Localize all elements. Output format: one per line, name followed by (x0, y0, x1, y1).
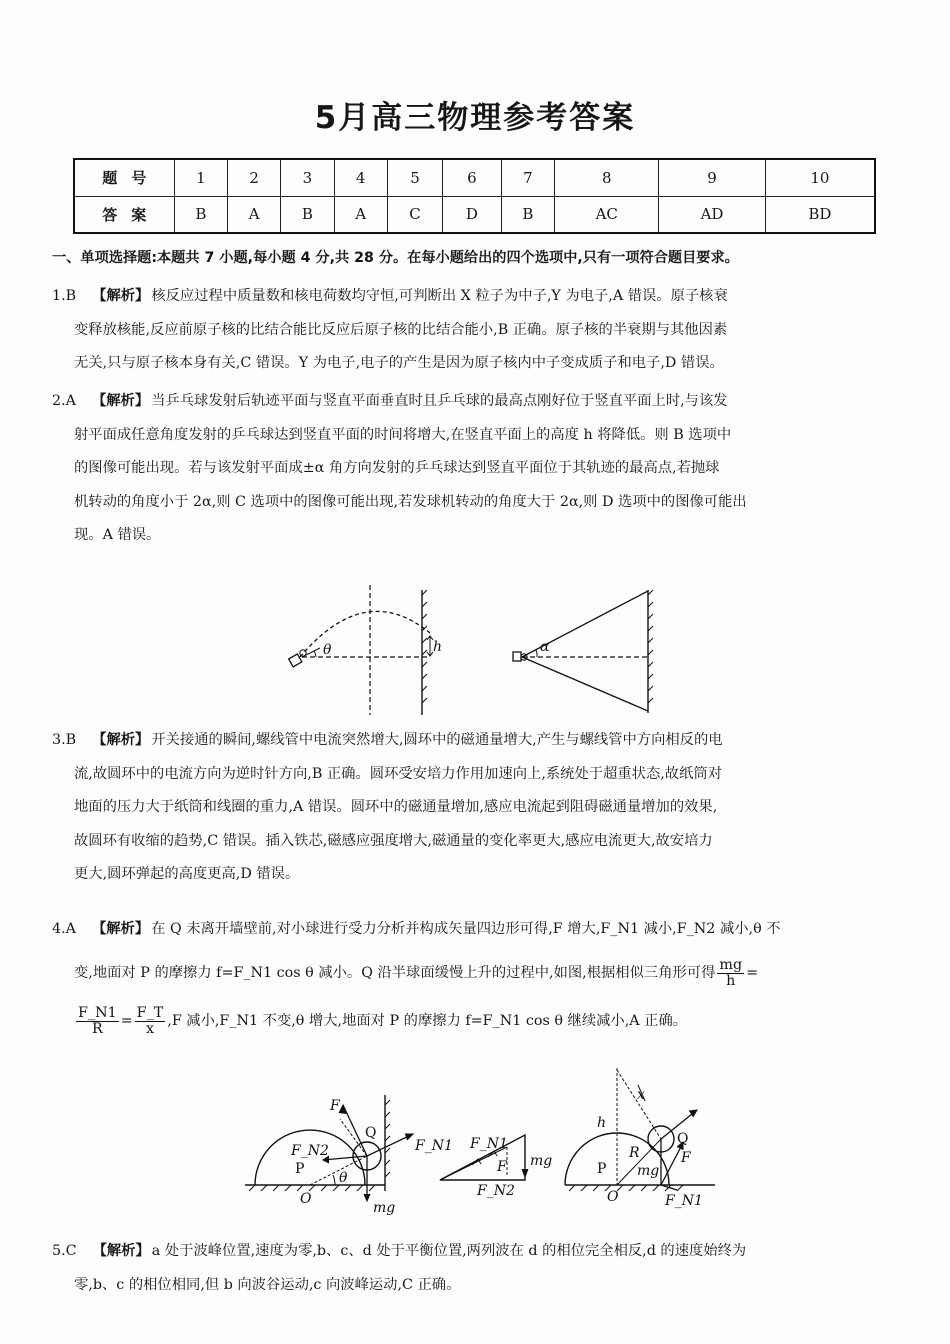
table-cell: B (501, 196, 555, 233)
label-mg: mg (637, 1163, 660, 1179)
label-h: h (597, 1115, 607, 1131)
rope-line (617, 1070, 661, 1139)
analysis-tag: 【解析】 (91, 393, 150, 409)
fraction-fn1-r: $\frac{F\_N1}{R}$ (78, 1004, 117, 1037)
text-line: 的图像可能出现。若与该发射平面成±α 角方向发射的乒乓球达到竖直平面位于其轨迹的最高点,若抛球 (74, 460, 720, 476)
table-cell: D (443, 196, 501, 233)
table-cell: 4 (334, 159, 387, 196)
table-cell: BD (765, 196, 875, 233)
table-cell: 6 (443, 159, 501, 196)
label-mg: mg (373, 1200, 396, 1216)
table-cell: 9 (659, 159, 766, 196)
text-line: a 处于波峰位置,速度为零,b、c、d 处于平衡位置,两列波在 d 的相位完全相反,d 的速度始终为 (151, 1243, 747, 1259)
arrowhead (522, 1169, 528, 1177)
wall-hatch (385, 1100, 390, 1177)
arrowhead (405, 1134, 413, 1140)
question-2-explanation (52, 385, 898, 553)
table-row-numbers (74, 159, 875, 196)
text-line: 在 Q 未离开墙壁前,对小球进行受力分析并构成矢量四边形可得,F 增大,F_N1 减小,F_N2 减小,θ 不 (151, 921, 781, 937)
section-heading: 一、单项选择题:本题共 7 小题,每小题 4 分,共 28 分。在每小题给出的四个选项中,只有一项符合题目要求。 (52, 250, 739, 266)
text-line: 零,b、c 的相位相同,但 b 向波谷运动,c 向波峰运动,C 正确。 (74, 1276, 461, 1293)
table-cell: 8 (555, 159, 659, 196)
table-cell: B (281, 196, 335, 233)
table-row-answers (74, 196, 875, 233)
theta-label: θ (323, 642, 332, 658)
label-p: P (295, 1161, 305, 1177)
lower-boundary (522, 657, 648, 711)
question-3-explanation (52, 724, 898, 892)
label-q: Q (365, 1125, 377, 1141)
q2-figure (280, 585, 660, 715)
analysis-tag: 【解析】 (92, 732, 150, 748)
wall-hatch (422, 590, 427, 703)
side-view-diagram (289, 585, 442, 715)
label-fn2: F_N2 (291, 1143, 329, 1159)
text-line: 机转动的角度小于 2α,则 C 选项中的图像可能出现,若发球机转动的角度大于 2α,则 D 选项中的图像可能出 (74, 493, 747, 510)
question-number: 5.C (52, 1243, 77, 1259)
question-5-explanation (52, 1235, 898, 1302)
label-o: O (300, 1191, 312, 1207)
text-line: 故圆环有收缩的趋势,C 错误。插入铁芯,磁感应强度增大,磁通量的变化率更大,感应电流更大,故安培力 (74, 832, 713, 849)
text-line: 现。A 错误。 (74, 527, 161, 543)
angle-arc (314, 651, 316, 657)
question-4-explanation: 4.A 【解析】 在 Q 未离开墙壁前,对小球进行受力分析并构成矢量四边形可得,F 增大,F_N1 减小,F_N2 减小,θ 不 变,地面对 P 的摩擦力 f=F_N1 cos θ 减小。Q 沿半球面缓慢上升的过程中,如图,根据相似三角形可得 $\frac{mg}{h}$ = $\frac{F\_N1}{R}$ = $\frac{F\_T}{x}$ ,F 减小,F_N1 不变,θ 增大,地面对 P 的摩擦力 f=F_N1 cos θ 继续减小,A 正确。 (52, 921, 781, 1037)
question-number: 3.B (52, 732, 77, 748)
launcher-icon (289, 654, 302, 667)
label-theta: θ (339, 1170, 348, 1186)
label-fn2: F_N2 (477, 1183, 515, 1199)
text-line: ,F 减小,F_N1 不变,θ 增大,地面对 P 的摩擦力 f=F_N1 cos θ 继续减小,A 正确。 (167, 1013, 688, 1029)
table-cell: AC (555, 196, 659, 233)
angle-arc (536, 650, 537, 657)
label-mg: mg (530, 1153, 553, 1169)
analysis-tag: 【解析】 (92, 1243, 150, 1259)
table-cell: 3 (281, 159, 335, 196)
question-number: 4.A (52, 921, 76, 937)
arrowhead (339, 1105, 346, 1114)
alpha-label: α (540, 639, 550, 655)
force-fn1 (661, 1185, 677, 1190)
text-line: 流,故圆环中的电流方向为逆时针方向,B 正确。圆环受安培力作用加速向上,系统处于超重状态,故纸筒对 (74, 765, 722, 782)
table-cell: 1 (174, 159, 228, 196)
text-line: 开关接通的瞬间,螺线管中电流突然增大,圆环中的磁通量增大,产生与螺线管中方向相反的电 (151, 732, 723, 748)
table-cell: A (334, 196, 387, 233)
answer-label: 答案 (74, 196, 174, 233)
label-o: O (607, 1189, 619, 1205)
label-x: x (637, 1087, 645, 1103)
table-cell: AD (659, 196, 766, 233)
text-line: 更大,圆环弹起的高度更高,D 错误。 (74, 866, 300, 882)
analysis-tag: 【解析】 (91, 921, 150, 937)
arrowhead (364, 1194, 370, 1201)
question-number: 2.A (52, 393, 76, 409)
text-line: 变,地面对 P 的摩擦力 f=F_N1 cos θ 减小。Q 沿半球面缓慢上升的过程中,如图,根据相似三角形可得 (74, 965, 716, 981)
text-line: 当乒乓球发射后轨迹平面与竖直平面垂直时且乒乓球的最高点刚好位于竖直平面上时,与该发 (151, 393, 728, 409)
diagram-vector-polygon (440, 1135, 552, 1199)
angle-arc (333, 1175, 335, 1185)
text-line: 地面的压力大于纸筒和线圈的重力,A 错误。圆环中的磁通量增加,感应电流起到阻碍磁通量增加的效果, (74, 799, 718, 815)
label-fn1: F_N1 (665, 1193, 703, 1209)
table-cell: 10 (765, 159, 875, 196)
label-r: R (629, 1145, 640, 1161)
table-cell: C (387, 196, 443, 233)
h-label: h (433, 639, 443, 655)
analysis-tag: 【解析】 (92, 288, 150, 304)
question-number: 1.B (52, 288, 77, 304)
launcher-icon (513, 652, 521, 661)
wall-hatch (648, 590, 653, 703)
diagram-hemisphere-wall (245, 1095, 453, 1216)
label-fn1: F_N1 (415, 1138, 453, 1154)
text-line: 变释放核能,反应前原子核的比结合能比反应后原子核的比结合能小,B 正确。原子核的半衰期与其他因素 (74, 321, 728, 338)
ground-hatch (249, 1185, 375, 1191)
label-f: F (497, 1159, 507, 1175)
table-cell: 5 (387, 159, 443, 196)
fraction-mg-h: $\frac{mg}{h}$ (719, 956, 743, 989)
diagram-similar-triangles (565, 1068, 715, 1209)
label-p: P (597, 1161, 607, 1177)
page-title: 5月高三物理参考答案 (314, 100, 636, 136)
table-cell: A (228, 196, 281, 233)
header-label: 题号 (74, 159, 174, 196)
table-cell: 7 (501, 159, 555, 196)
trajectory-curve (300, 611, 430, 657)
label-f: F (330, 1098, 340, 1114)
text-line: 无关,只与原子核本身有关,C 错误。Y 为电子,电子的产生是因为原子核内中子变成质子和电子,D 错误。 (74, 355, 724, 371)
text-line: 核反应过程中质量数和核电荷数均守恒,可判断出 X 粒子为中子,Y 为电子,A 错误。原子核衰 (151, 288, 728, 304)
fraction-ft-x: $\frac{F\_T}{x}$ (136, 1004, 164, 1037)
q4-figure (245, 1065, 715, 1230)
question-1-explanation (52, 280, 898, 381)
ball-icon (300, 650, 306, 656)
label-q: Q (677, 1131, 689, 1147)
label-f: F (681, 1150, 691, 1166)
answer-table (73, 158, 876, 234)
top-view-diagram (513, 590, 653, 713)
table-cell: B (174, 196, 228, 233)
text-line: 射平面成任意角度发射的乒乓球达到竖直平面的时间将增大,在竖直平面上的高度 h 将降低。则 B 选项中 (74, 426, 732, 443)
label-fn1: F_N1 (470, 1136, 508, 1152)
table-cell: 2 (228, 159, 281, 196)
